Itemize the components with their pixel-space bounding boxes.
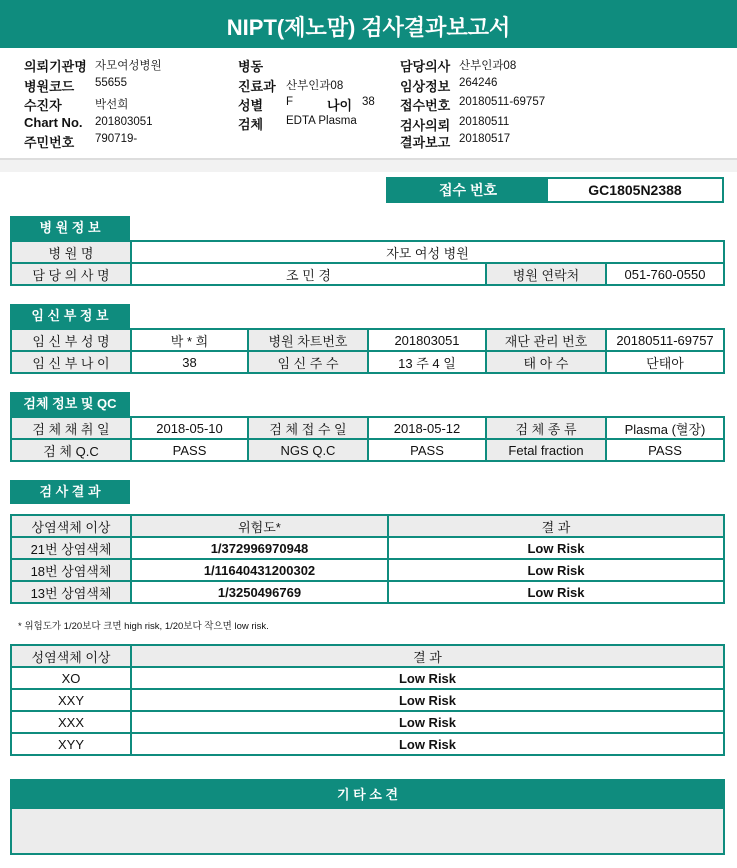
ngs-qc-label: NGS Q.C — [248, 439, 368, 461]
pregnant-info-table — [10, 328, 725, 374]
result-value: Low Risk — [131, 667, 724, 689]
table-header-row — [11, 645, 724, 667]
result-value: Low Risk — [131, 733, 724, 755]
specimen-info-table — [10, 416, 725, 462]
age-value: 38 — [362, 96, 375, 108]
table-row — [11, 329, 724, 351]
hospital-code-label: 병원코드 — [24, 79, 75, 94]
risk-value: 1/3250496769 — [131, 581, 388, 603]
specimen-type-label: 검 체 종 류 — [486, 417, 606, 439]
table-row — [11, 689, 724, 711]
table-header-row — [11, 515, 724, 537]
receive-date-label: 검 체 접 수 일 — [248, 417, 368, 439]
fetal-fraction-label: Fetal fraction — [486, 439, 606, 461]
fetal-fraction-value: PASS — [606, 439, 724, 461]
results-section-title: 검 사 결 과 — [10, 480, 130, 504]
table-row — [11, 241, 724, 263]
dept-label: 진료과 — [238, 79, 276, 94]
chart-number-label: 병원 차트번호 — [248, 329, 368, 351]
hospital-section-title: 병 원 정 보 — [10, 216, 130, 240]
table-row — [11, 439, 724, 461]
id-no-value: 790719- — [95, 133, 138, 145]
receipt-box — [386, 177, 724, 203]
chromosome-name: 13번 상염색체 — [11, 581, 131, 603]
table-row — [11, 581, 724, 603]
result-value: Low Risk — [131, 689, 724, 711]
karyotype-name: XYY — [11, 733, 131, 755]
autosome-results-table — [10, 514, 725, 604]
table-row — [11, 537, 724, 559]
risk-value: 1/11640431200302 — [131, 559, 388, 581]
ngs-qc-value: PASS — [368, 439, 486, 461]
age-label: 나이 — [327, 98, 353, 113]
hospital-contact-label: 병원 연락처 — [486, 263, 606, 285]
sex-chromosome-header: 성염색체 이상 — [11, 645, 131, 667]
header-info — [0, 48, 737, 160]
hospital-name-label: 의뢰기관명 — [24, 59, 87, 74]
table-row — [11, 711, 724, 733]
table-row — [11, 351, 724, 373]
result-value: Low Risk — [388, 581, 724, 603]
pregnant-age-value: 38 — [131, 351, 248, 373]
specimen-value: EDTA Plasma — [286, 115, 357, 127]
fetus-count-value: 단태아 — [606, 351, 724, 373]
chart-number-value: 201803051 — [368, 329, 486, 351]
pregnant-section-title: 임 신 부 정 보 — [10, 304, 130, 328]
risk-footnote: * 위험도가 1/20보다 크면 high risk, 1/20보다 작으면 low risk. — [18, 621, 269, 632]
clinical-info-value: 264246 — [459, 77, 498, 89]
chart-no-label: Chart No. — [24, 115, 83, 130]
hospital-info-table — [10, 240, 725, 286]
dept-value: 산부인과08 — [286, 80, 344, 92]
receipt-no-label: 접수번호 — [400, 98, 451, 113]
table-row — [11, 667, 724, 689]
id-no-label: 주민번호 — [24, 135, 75, 150]
gestation-weeks-value: 13 주 4 일 — [368, 351, 486, 373]
result-header: 결 과 — [388, 515, 724, 537]
foundation-id-label: 재단 관리 번호 — [486, 329, 606, 351]
sex-label: 성별 — [238, 98, 264, 113]
hospital-name-value: 자모 여성 병원 — [131, 241, 724, 263]
receipt-box-value: GC1805N2388 — [588, 182, 682, 198]
table-row — [11, 733, 724, 755]
karyotype-name: XXY — [11, 689, 131, 711]
report-title: NIPT(제노맘) 검사결과보고서 — [0, 0, 737, 48]
pregnant-age-label: 임 신 부 나 이 — [11, 351, 131, 373]
specimen-type-value: Plasma (혈장) — [606, 417, 724, 439]
pregnant-name-value: 박 * 희 — [131, 329, 248, 351]
hospital-name-value: 자모여성병원 — [95, 60, 162, 72]
receipt-box-label: 접수 번호 — [388, 179, 548, 201]
specimen-qc-value: PASS — [131, 439, 248, 461]
doctor-value: 산부인과08 — [459, 60, 517, 72]
pregnant-name-label: 임 신 부 성 명 — [11, 329, 131, 351]
collect-date-label: 검 체 채 취 일 — [11, 417, 131, 439]
result-value: Low Risk — [388, 559, 724, 581]
report-date-value: 20180517 — [459, 133, 511, 145]
sex-value: F — [286, 96, 294, 108]
request-date-label: 검사의뢰 — [400, 118, 451, 133]
specimen-label: 검체 — [238, 117, 264, 132]
result-header: 결 과 — [131, 645, 724, 667]
risk-value: 1/372996970948 — [131, 537, 388, 559]
collect-date-value: 2018-05-10 — [131, 417, 248, 439]
patient-value: 박선희 — [95, 99, 129, 111]
chart-no-value: 201803051 — [95, 116, 153, 128]
fetus-count-label: 태 아 수 — [486, 351, 606, 373]
chromosome-name: 18번 상염색체 — [11, 559, 131, 581]
specimen-qc-label: 검 체 Q.C — [11, 439, 131, 461]
report-body — [0, 172, 737, 868]
report-date-label: 결과보고 — [400, 135, 451, 150]
result-value: Low Risk — [131, 711, 724, 733]
risk-header: 위험도* — [131, 515, 388, 537]
table-row — [11, 263, 724, 285]
doctor-name-label: 담 당 의 사 명 — [11, 263, 131, 285]
doctor-name-value: 조 민 경 — [131, 263, 486, 285]
doctor-label: 담당의사 — [400, 59, 451, 74]
sex-chromosome-results-table — [10, 644, 725, 756]
misc-findings-box — [10, 779, 725, 855]
ward-label: 병동 — [238, 59, 264, 74]
hospital-code-value: 55655 — [95, 77, 127, 89]
karyotype-name: XO — [11, 667, 131, 689]
clinical-info-label: 임상정보 — [400, 79, 451, 94]
request-date-value: 20180511 — [459, 116, 510, 128]
specimen-section-title: 검체 정보 및 QC — [10, 392, 130, 416]
receive-date-value: 2018-05-12 — [368, 417, 486, 439]
karyotype-name: XXX — [11, 711, 131, 733]
receipt-no-value: 20180511-69757 — [459, 96, 546, 108]
result-value: Low Risk — [388, 537, 724, 559]
hospital-name-label: 병 원 명 — [11, 241, 131, 263]
table-row — [11, 559, 724, 581]
gestation-weeks-label: 임 신 주 수 — [248, 351, 368, 373]
table-row — [11, 417, 724, 439]
chromosome-name: 21번 상염색체 — [11, 537, 131, 559]
misc-findings-title: 기 타 소 견 — [12, 781, 723, 809]
hospital-contact-value: 051-760-0550 — [606, 263, 724, 285]
autosome-header: 상염색체 이상 — [11, 515, 131, 537]
foundation-id-value: 20180511-69757 — [606, 329, 724, 351]
patient-label: 수진자 — [24, 98, 62, 113]
